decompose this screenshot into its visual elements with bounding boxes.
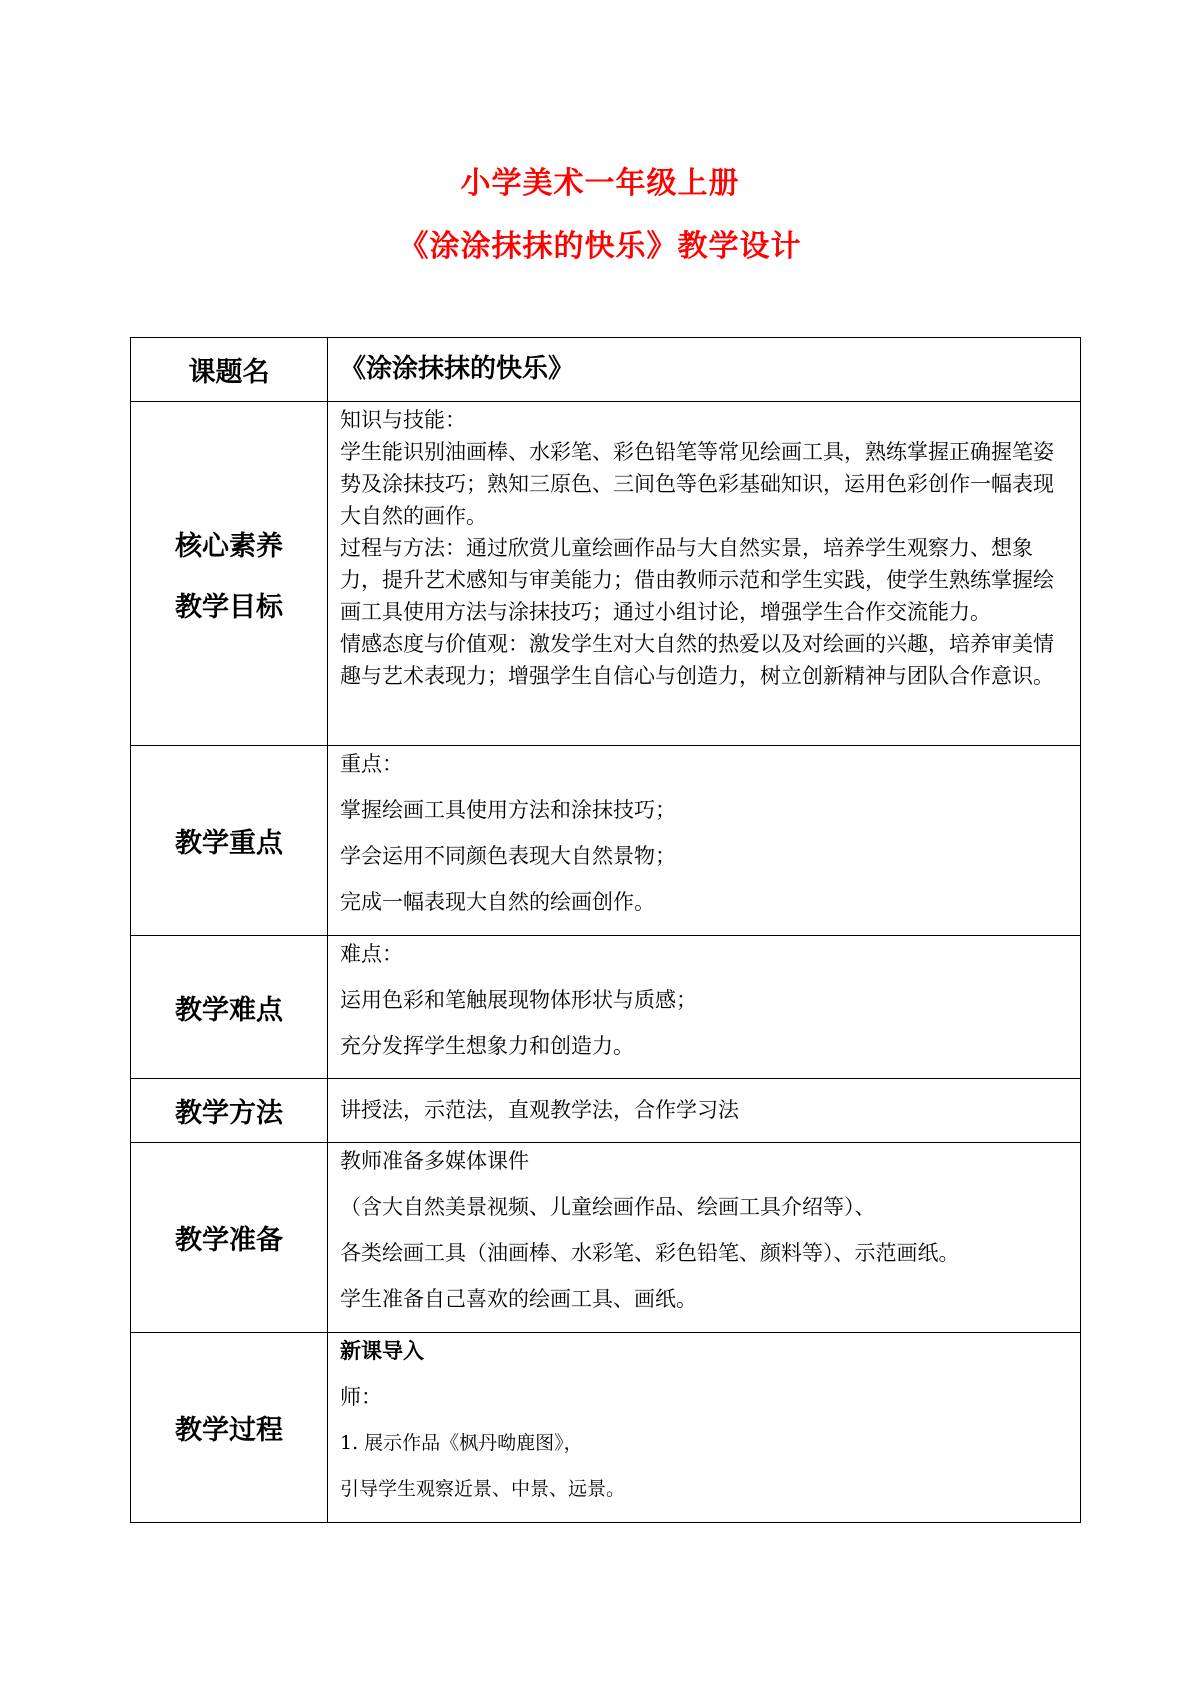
difficulties-content: [328, 936, 1081, 1079]
table-row-process: [131, 1333, 1081, 1523]
preparation-line: （含大自然美景视频、儿童绘画作品、绘画工具介绍等）、: [340, 1195, 876, 1219]
key-points-line: 学会运用不同颜色表现大自然景物；: [340, 844, 676, 868]
lesson-plan-table: [130, 337, 1081, 1523]
table-row-difficulties: [131, 936, 1081, 1079]
process-heading: 新课导入: [340, 1338, 424, 1363]
key-points-label: 教学重点: [131, 746, 328, 936]
preparation-content: [328, 1143, 1081, 1333]
table-row-preparation: [131, 1143, 1081, 1333]
process-content: [328, 1333, 1081, 1523]
methods-value: 讲授法，示范法，直观教学法，合作学习法: [328, 1079, 1081, 1143]
key-points-content: [328, 746, 1081, 936]
goals-line: 知识与技能：: [340, 408, 466, 432]
topic-label: 课题名: [131, 338, 328, 402]
preparation-line: 学生准备自己喜欢的绘画工具、画纸。: [340, 1287, 697, 1311]
goals-label: [131, 402, 328, 746]
preparation-line: 各类绘画工具（油画棒、水彩笔、彩色铅笔、颜料等）、示范画纸。: [340, 1241, 960, 1265]
key-points-line: 完成一幅表现大自然的绘画创作。: [340, 890, 655, 914]
difficulties-line: 难点：: [340, 942, 403, 966]
table-row-methods: [131, 1079, 1081, 1143]
topic-value: 《涂涂抹抹的快乐》: [328, 338, 1081, 402]
preparation-label: 教学准备: [131, 1143, 328, 1333]
process-label: 教学过程: [131, 1333, 328, 1523]
key-points-line: 重点：: [340, 752, 403, 776]
goals-label-line2: 教学目标: [175, 591, 283, 623]
difficulties-line: 运用色彩和笔触展现物体形状与质感；: [340, 988, 697, 1012]
table-row-key-points: [131, 746, 1081, 936]
process-line: 引导学生观察近景、中景、远景。: [340, 1478, 626, 1500]
goals-line: 学生能识别油画棒、水彩笔、彩色铅笔等常见绘画工具，熟练掌握正确握笔姿势及涂抹技巧；熟知三原色、三间色等色彩基础知识，运用色彩创作一幅表现大自然的画作。: [340, 440, 1054, 528]
goals-label-line1: 核心素养: [175, 530, 283, 562]
difficulties-line: 充分发挥学生想象力和创造力。: [340, 1034, 634, 1058]
methods-label: 教学方法: [131, 1079, 328, 1143]
document-title: 小学美术一年级上册: [460, 166, 740, 201]
difficulties-label: 教学难点: [131, 936, 328, 1079]
table-row-goals: [131, 402, 1081, 746]
key-points-line: 掌握绘画工具使用方法和涂抹技巧；: [340, 798, 676, 822]
process-line: 1. 展示作品《枫丹呦鹿图》，: [340, 1432, 583, 1454]
table-row-topic: [131, 338, 1081, 402]
goals-line: 情感态度与价值观：激发学生对大自然的热爱以及对绘画的兴趣，培养审美情趣与艺术表现力；增强学生自信心与创造力，树立创新精神与团队合作意识。: [340, 632, 1054, 688]
goals-content: [328, 402, 1081, 746]
goals-line: 过程与方法：通过欣赏儿童绘画作品与大自然实景，培养学生观察力、想象力，提升艺术感知与审美能力；借由教师示范和学生实践，使学生熟练掌握绘画工具使用方法与涂抹技巧；通过小组讨论，增强学生合作交流能力。: [340, 536, 1054, 624]
preparation-line: 教师准备多媒体课件: [340, 1149, 529, 1173]
document-subtitle: 《涂涂抹抹的快乐》教学设计: [398, 229, 802, 264]
process-line: 师：: [340, 1385, 382, 1409]
